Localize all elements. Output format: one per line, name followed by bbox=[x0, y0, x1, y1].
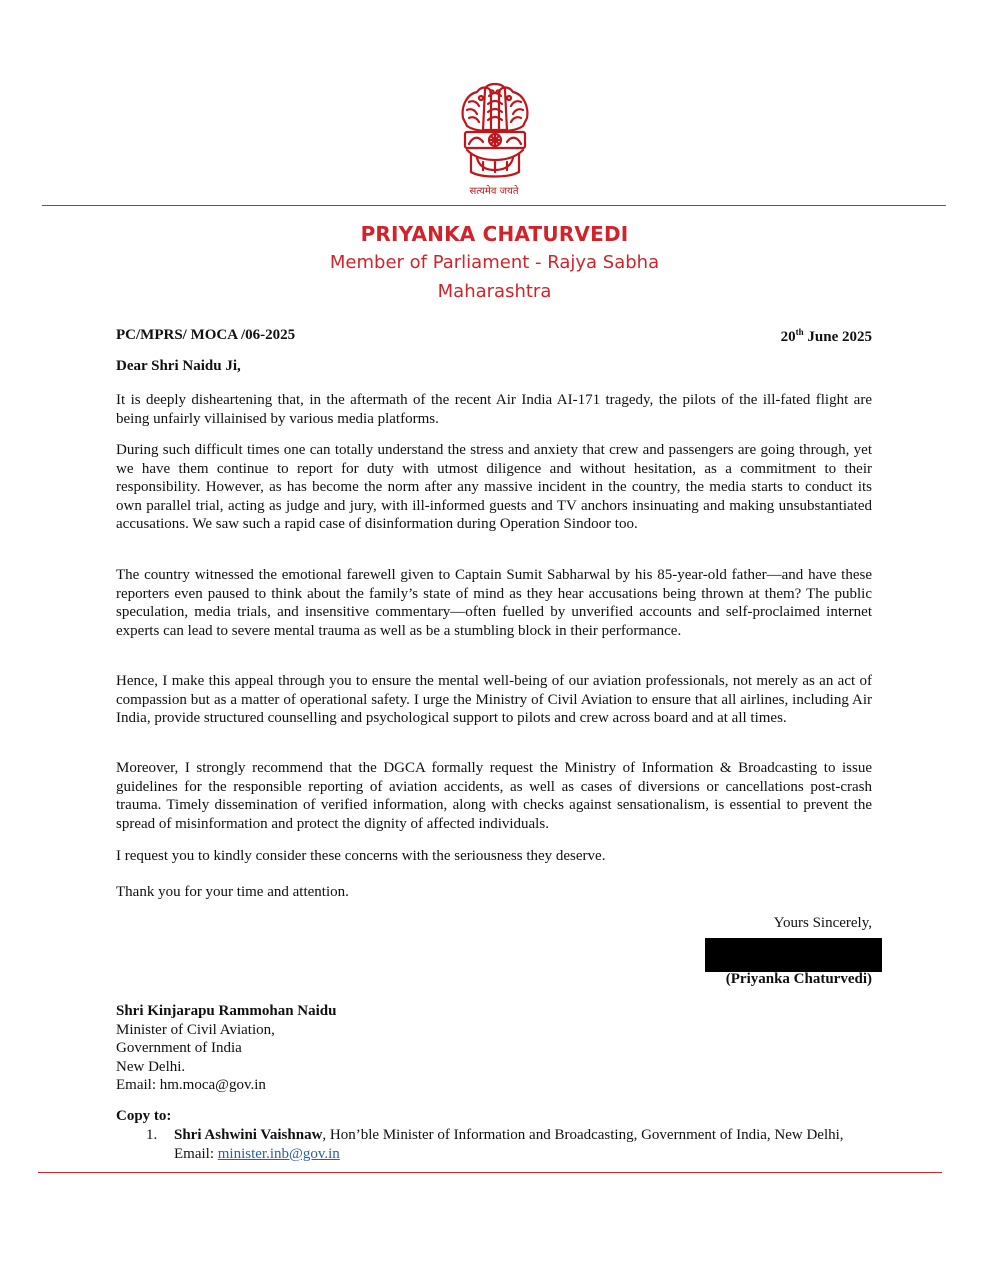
letterhead-state: Maharashtra bbox=[437, 281, 552, 302]
letterhead-role: Member of Parliament - Rajya Sabha bbox=[329, 252, 660, 273]
emblem-motto: सत्यमेव जयते bbox=[469, 186, 519, 197]
body-paragraph-6: I request you to kindly consider these concerns with the seriousness they deserve. bbox=[116, 848, 606, 864]
date-day: 20 bbox=[780, 329, 796, 345]
addressee-name: Shri Kinjarapu Rammohan Naidu bbox=[116, 1003, 337, 1019]
body-paragraph-4: Hence, I make this appeal through you to ensure the mental well-being of our aviation professionals, not merely as an act of compassion but as a matter of operational safety. I urge the Ministry of Civil Aviation to ensure that all airlines, including Air India, provide structured counselling and psychological support to pilots and crew across board and at all times. bbox=[116, 673, 872, 727]
body-paragraph-3: The country witnessed the emotional farewell given to Captain Sumit Sabharwal by his 85-year-old father—and have these reporters even paused to think about the family’s state of mind as they hear accusations being thrown at them? The public speculation, media trials, and insensitive commentary—often fuelled by unverified accounts and self-proclaimed internet experts can lead to severe mental trauma as well as be a stumbling block in their performance. bbox=[116, 567, 872, 639]
addressee-email: Email: hm.moca@gov.in bbox=[116, 1077, 266, 1094]
signature-redaction bbox=[705, 938, 882, 972]
letter-date bbox=[781, 327, 872, 346]
salutation: Dear Shri Naidu Ji, bbox=[116, 358, 241, 374]
footer-divider bbox=[38, 1172, 942, 1173]
copy-item-number: 1. bbox=[146, 1127, 158, 1143]
copy-item-email-link[interactable]: minister.inb@gov.in bbox=[217, 1145, 340, 1162]
body-paragraph-1: It is deeply disheartening that, in the aftermath of the recent Air India AI-171 tragedy, the pilots of the ill-fated flight are being unfairly villainised by various media platforms. bbox=[116, 392, 872, 427]
national-emblem-icon bbox=[455, 78, 535, 198]
copy-item-name: Shri Ashwini Vaishnaw bbox=[174, 1127, 323, 1143]
addressee-line: Minister of Civil Aviation, bbox=[116, 1021, 275, 1038]
copy-to-item bbox=[146, 1126, 872, 1163]
body-paragraph-5: Moreover, I strongly recommend that the DGCA formally request the Ministry of Information & Broadcasting to issue guidelines for the responsible reporting of aviation accidents, as well as cases of diversions or cancellations post-crash trauma. Timely dissemination of verified information, along with checks against sensationalism, is essential to prevent the spread of misinformation and protect the dignity of affected individuals. bbox=[116, 760, 872, 832]
date-suffix: th bbox=[795, 327, 804, 337]
header-divider bbox=[42, 205, 946, 206]
body-paragraph-7: Thank you for your time and attention. bbox=[116, 884, 349, 900]
reference-number: PC/MPRS/ MOCA /06-2025 bbox=[116, 327, 296, 343]
body-paragraph-2: During such difficult times one can totally understand the stress and anxiety that crew and passengers are going through, yet we have them continue to report for duty with utmost diligence and without hesitation, as a commitment to their responsibility. However, as has become the norm after any massive incident in the country, the media starts to conduct its own parallel trial, acting as judge and jury, with ill-informed guests and TV anchors insinuating and making unsubstantiated accusations. We saw such a rapid case of disinformation during Operation Sindoor too. bbox=[116, 442, 872, 533]
letterhead-name: PRIYANKA CHATURVEDI bbox=[360, 222, 629, 246]
date-month-year: June 2025 bbox=[803, 329, 872, 345]
addressee-line: New Delhi. bbox=[116, 1058, 186, 1075]
copy-item-text: , Hon’ble Minister of Information and Broadcasting, Government of India, New Delhi, Email: bbox=[174, 1127, 844, 1162]
signatory-name: (Priyanka Chaturvedi) bbox=[725, 971, 872, 987]
copy-to-heading: Copy to: bbox=[116, 1108, 172, 1124]
addressee-line: Government of India bbox=[116, 1040, 242, 1057]
closing: Yours Sincerely, bbox=[773, 915, 872, 931]
addressee-block bbox=[116, 1002, 336, 1095]
